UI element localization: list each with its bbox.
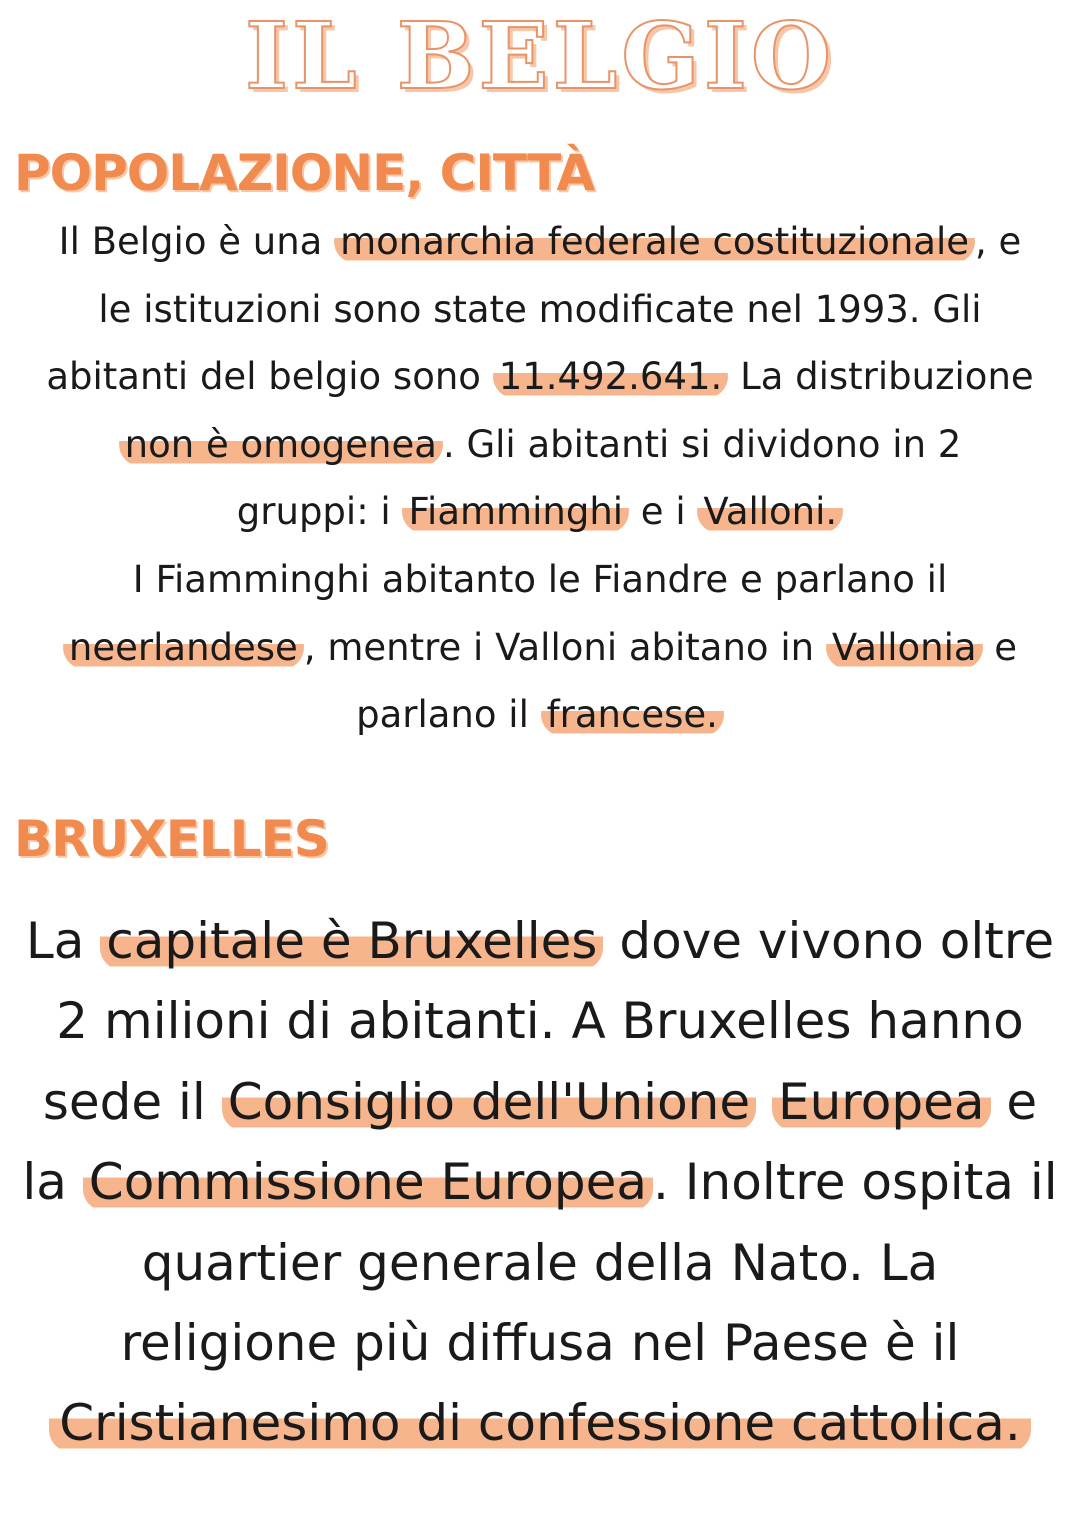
text-span: la xyxy=(22,1153,83,1212)
highlight-cristianesimo: Cristianesimo di confessione cattolica. xyxy=(49,1394,1030,1452)
text-span: La xyxy=(25,912,101,970)
highlight-population: 11.492.641. xyxy=(493,355,729,398)
text-span: gruppi: i xyxy=(236,490,403,534)
text-span: abitanti del belgio sono xyxy=(46,355,493,399)
highlight-fiamminghi: Fiamminghi xyxy=(402,490,629,533)
highlight-francese: francese. xyxy=(541,693,724,736)
section-heading-popolazione: POPOLAZIONE, CITTÀ xyxy=(14,144,595,202)
text-span: quartier generale della Nato. La xyxy=(141,1233,939,1292)
highlight-monarchia: monarchia federale costituzionale xyxy=(334,220,975,263)
page-title: IL BELGIO xyxy=(244,2,836,110)
text-span xyxy=(756,1073,772,1131)
text-span: I Fiamminghi abitanto le Fiandre e parlano il xyxy=(132,557,948,601)
text-span: , mentre i Valloni abitano in xyxy=(303,625,826,669)
highlight-consiglio: Consiglio dell'Unione xyxy=(222,1073,756,1131)
text-span: dove vivono oltre xyxy=(603,912,1055,970)
text-span: La distribuzione xyxy=(728,355,1034,399)
paragraph-popolazione xyxy=(0,208,1080,749)
text-span: e xyxy=(990,1072,1038,1131)
highlight-neerlandese: neerlandese xyxy=(63,626,304,669)
text-span: . Gli abitanti si dividono in 2 xyxy=(442,422,962,466)
text-span: le istituzioni sono state modificate nel 1993. Gli xyxy=(98,287,982,331)
text-span: sede il xyxy=(42,1072,222,1131)
text-span: religione più diffusa nel Paese è il xyxy=(120,1314,960,1373)
highlight-capitale: capitale è Bruxelles xyxy=(100,912,603,970)
highlight-commissione: Commissione Europea xyxy=(83,1153,653,1211)
highlight-valloni: Valloni. xyxy=(697,490,843,533)
section-heading-bruxelles: BRUXELLES xyxy=(14,810,329,868)
text-span: e i xyxy=(629,490,698,534)
highlight-vallonia: Vallonia xyxy=(826,626,983,669)
paragraph-bruxelles xyxy=(0,901,1080,1464)
text-span: parlano il xyxy=(356,693,541,737)
text-span: , e xyxy=(975,220,1022,263)
text-span: . Inoltre ospita il xyxy=(653,1153,1058,1212)
highlight-europea: Europea xyxy=(772,1073,990,1131)
text-span: 2 milioni di abitanti. A Bruxelles hanno xyxy=(56,992,1024,1051)
text-span: Il Belgio è una xyxy=(58,220,335,263)
text-span: e xyxy=(982,625,1018,669)
highlight-non-omogenea: non è omogenea xyxy=(119,423,443,466)
